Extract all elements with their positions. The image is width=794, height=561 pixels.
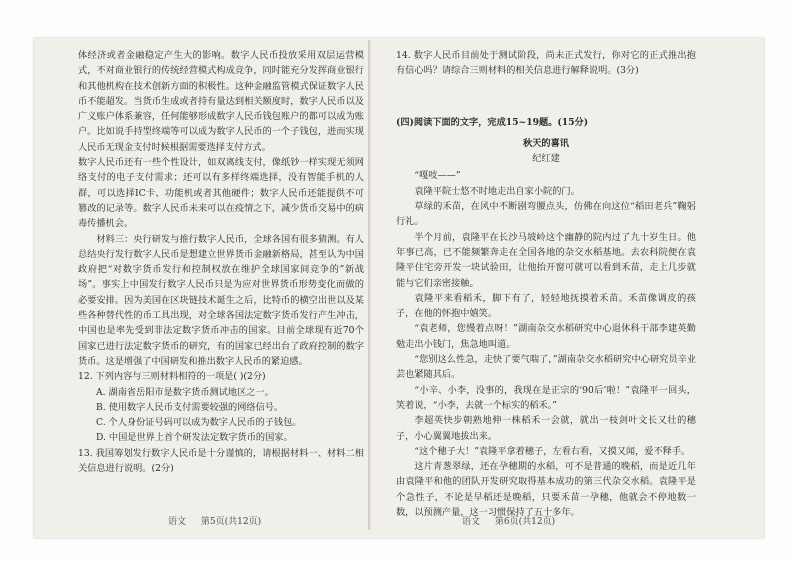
question-13: 13. 我国筹划发行数字人民币是十分谨慎的，请根据材料一、材料二相关信息进行说明。(2分) xyxy=(78,447,364,475)
right-page-column xyxy=(396,48,696,520)
story-paragraph: 袁隆平院士悠不时地走出自家小院的门。 xyxy=(414,185,580,197)
story-paragraph: “这个穗子大！”袁隆平拿着穗子，左看右看，又摸又闻，爱不释手。 xyxy=(414,445,691,457)
page-fold-shadow xyxy=(368,40,371,530)
material-two-features: 数字人民币还有一些个性设计，如双离线支付，像纸钞一样实现无须网络支付的电子支付需求；还可以有多样终端选择，没有智能手机的人群，可以选择IC卡、功能机或者其他硬件；数字人民币还能提供不可篡改的记录等。数字人民币未来可以在疫情之下，减少货币交易中的病毒传播机会。 xyxy=(78,157,364,230)
option-c: C. 个人身份证号码可以成为数字人民币的子钱包。 xyxy=(96,417,302,429)
question-12: 12. 下列内容与三则材料相符的一项是( )(2分) xyxy=(78,371,266,383)
story-paragraph: “您别这么性急，走快了要气喘了，”湖南杂交水稻研究中心研究员辛业芸也紧随其后。 xyxy=(396,354,696,381)
footer-subject: 语文 xyxy=(168,517,187,527)
footer-page-number: 第6页(共12页) xyxy=(494,517,556,527)
footer-subject: 语文 xyxy=(462,517,481,527)
material-three: 材料三：央行研发与推行数字人民币，全球各国有很多猜测。有人总结央行发行数字人民币是想建立世界货币金融新格局，甚至认为中国政府把“对数字货币发行和控制权放在维护全球国家间竞争的”新战场”。事实上中国发行数字人民币只是为应对世界货币形势变化而做的必要安排。因为美国在区块链技术诞生之后，比特币的横空出世以及某些各种替代性的币工具出现，对全球各国法定数字货币发行产生冲击，中国也是率先受到非法定数字货币冲击的国家。目前全球现有近70个国家已进行法定数字货币的研究，有的国家已经出台了政府控制的数字货币。这是增强了中国研发和推出数字人民币的紧迫感。 xyxy=(78,233,364,367)
option-b: B. 使用数字人民币支付需要较强的网络信号。 xyxy=(96,401,284,413)
option-d: D. 中国是世界上首个研发法定数字货币的国家。 xyxy=(96,432,293,444)
left-page-column xyxy=(78,48,364,476)
story-paragraph: 这片青葱翠绿，还在孕穗期的水稻，可不是普通的晚稻，而是近几年由袁隆平和他的团队开发研究取得基本成功的第三代杂交水稻。袁隆平是个急性子，不论是早稻还是晚稻，只要禾苗一孕穗，他就会不停地数一数，以预测产量，这一习惯保持了五十多年。 xyxy=(396,461,696,519)
story-paragraph: “嘎吱——” xyxy=(414,170,461,182)
option-a: A. 湖南省岳阳市是数字货币测试地区之一。 xyxy=(96,386,274,398)
story-paragraph: 半个月前，袁隆平在长沙马坡岭这个幽静的院内过了九十岁生日。他年事已高，已不能频繁奔走在全国各地的杂交水稻基地。去农科院便在袁隆平住宅旁开发一块试验田，让他抬开窗可就可以看到禾苗，走上几步就能与它们亲密接触。 xyxy=(396,231,696,289)
story-author: 纪红建 xyxy=(532,153,560,165)
left-page-footer xyxy=(168,514,273,527)
story-title: 秋天的喜讯 xyxy=(523,137,569,149)
material-two-continued: 体经济或者金融稳定产生大的影响。数字人民币投放采用双层运营模式，不对商业银行的传统经营模式构成竞争，同时能充分发挥商业银行和其他机构在技术创新方面的积极性。这种金融监管模式保证数字人民币不能超发。当货币生成或者持有量达到相关额度时，数字人民币以及广义账户体系兼容，任何能够形成数字人民币钱包账户的都可以成为账户。比如说手持型终端等可以成为数字人民币的一个子钱包，进而实现人民币无现金支付时候根据需要选择支付方式。 xyxy=(78,50,364,153)
story-paragraph: 草绿的禾苗，在风中不断剧弯腰点头，仿佛在向这位“稻田老兵”鞠躬行礼。 xyxy=(396,201,696,228)
footer-page-number: 第5页(共12页) xyxy=(200,517,262,527)
question-14: 14. 数字人民币目前处于测试阶段，尚未正式发行，你对它的正式推出抱有信心吗？请综合三则材料的相关信息进行解释说明。(3分) xyxy=(396,50,696,77)
story-paragraph: 袁隆平来看稻禾，脚下有了，轻轻地抚摸着禾苗。禾苗像调皮的孩子，在他的怀抱中嬉笑。 xyxy=(396,292,696,320)
story-paragraph: “袁老师，您慢着点呀！”湖南杂交水稻研究中心退休科干部李建英勤勉走出小钱门，焦急地叫道。 xyxy=(396,323,696,350)
section-four-heading: (四)阅读下面的文字，完成15~19题。(15分) xyxy=(396,116,589,128)
right-page-footer xyxy=(462,514,567,527)
story-paragraph: “小辛、小李，没事的，我现在是正宗的‘90后’啦！”袁隆平一回头，笑着说，“小李，去就一个标实的稻禾。” xyxy=(396,384,696,411)
story-paragraph: 李超英快步朝熟地伸一株稻禾一会就，就出一枝剑叶文长又壮的穗子，小心翼翼地拔出来。 xyxy=(396,415,696,442)
